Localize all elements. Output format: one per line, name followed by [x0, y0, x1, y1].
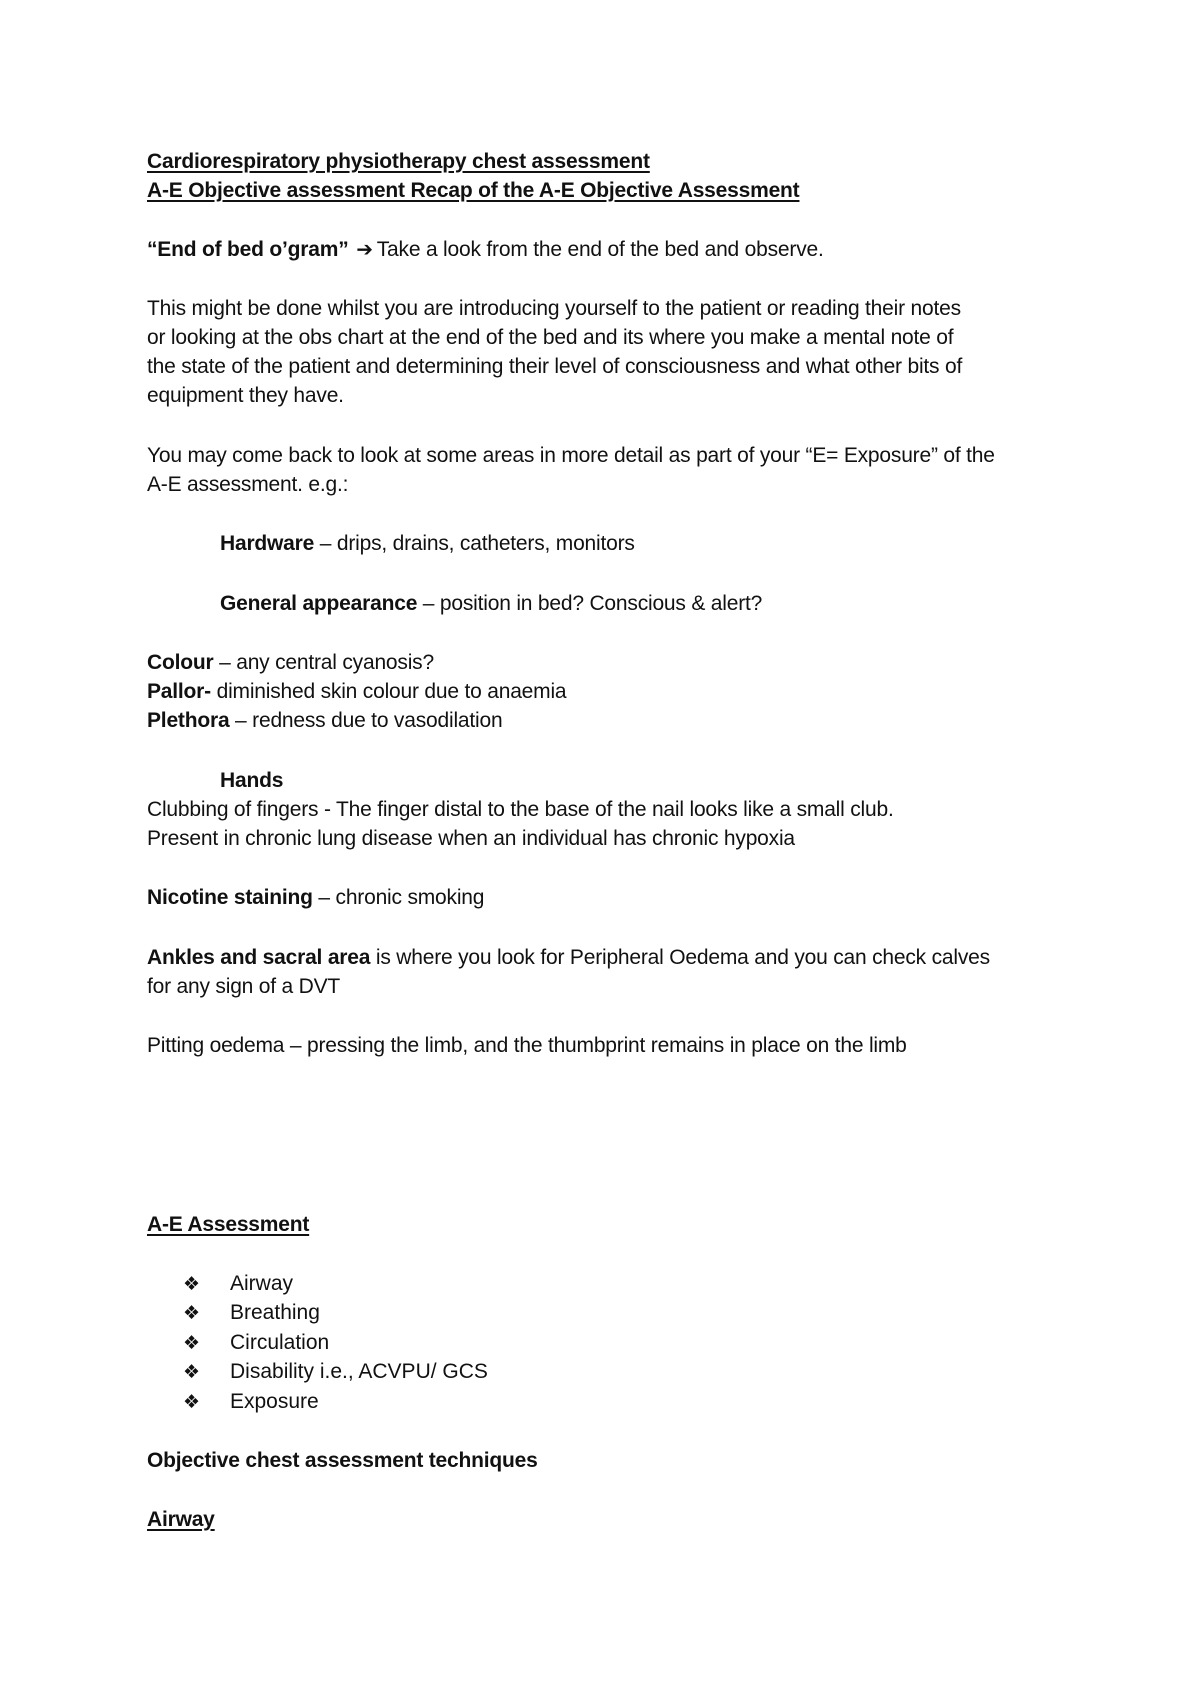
- four-diamond-bullet-icon: ❖: [183, 1361, 201, 1383]
- list-item: [183, 1387, 319, 1417]
- plethora-label: Plethora: [147, 709, 230, 732]
- nicotine-label: Nicotine staining: [147, 886, 313, 909]
- right-arrow-icon: ➔: [356, 237, 373, 261]
- list-item: [183, 1269, 293, 1299]
- ankles-label: Ankles and sacral area: [147, 946, 371, 969]
- hands-line: Present in chronic lung disease when an individual has chronic hypoxia: [147, 827, 795, 850]
- paragraph-line: the state of the patient and determining their level of consciousness and what other bits of: [147, 355, 963, 378]
- plethora-text: – redness due to vasodilation: [229, 709, 503, 732]
- pallor-label: Pallor-: [147, 680, 211, 703]
- hands-heading: Hands: [220, 769, 284, 792]
- document-title: Cardiorespiratory physiotherapy chest assessment: [147, 150, 650, 173]
- list-item: [183, 1357, 488, 1387]
- plethora-line: [147, 706, 502, 735]
- end-of-bed-label: “End of bed o’gram”: [147, 238, 349, 261]
- objective-techniques-heading: Objective chest assessment techniques: [147, 1449, 538, 1472]
- paragraph-line: You may come back to look at some areas in more detail as part of your “E= Exposure” of the: [147, 444, 995, 467]
- hands-line: Clubbing of fingers - The finger distal to the base of the nail looks like a small club.: [147, 798, 894, 821]
- four-diamond-bullet-icon: ❖: [183, 1273, 201, 1295]
- colour-label: Colour: [147, 651, 214, 674]
- list-item-label: Airway: [230, 1272, 294, 1295]
- document-subtitle: A-E Objective assessment Recap of the A-E Objective Assessment: [147, 179, 800, 202]
- paragraph-line: or looking at the obs chart at the end of the bed and its where you make a mental note of: [147, 326, 954, 349]
- end-of-bed-line: [147, 235, 824, 264]
- ankles-line-2: for any sign of a DVT: [147, 975, 341, 998]
- colour-text: – any central cyanosis?: [213, 651, 434, 674]
- pitting-oedema-line: Pitting oedema – pressing the limb, and the thumbprint remains in place on the limb: [147, 1034, 907, 1057]
- four-diamond-bullet-icon: ❖: [183, 1302, 201, 1324]
- list-item: [183, 1298, 320, 1328]
- ae-assessment-heading: A-E Assessment: [147, 1213, 310, 1236]
- general-appearance-line: [220, 589, 762, 618]
- end-of-bed-text: Take a look from the end of the bed and observe.: [376, 238, 824, 261]
- pallor-line: [147, 677, 566, 706]
- airway-heading: Airway: [147, 1508, 215, 1531]
- nicotine-text: – chronic smoking: [312, 886, 485, 909]
- hardware-label: Hardware: [220, 532, 315, 555]
- list-item-label: Circulation: [230, 1331, 330, 1354]
- four-diamond-bullet-icon: ❖: [183, 1332, 201, 1354]
- paragraph-line: A-E assessment. e.g.:: [147, 473, 349, 496]
- hardware-text: – drips, drains, catheters, monitors: [314, 532, 635, 555]
- nicotine-line: [147, 883, 484, 912]
- list-item-label: Exposure: [230, 1390, 319, 1413]
- pallor-text: diminished skin colour due to anaemia: [210, 680, 567, 703]
- list-item-label: Disability i.e., ACVPU/ GCS: [230, 1360, 488, 1383]
- paragraph-line: equipment they have.: [147, 384, 344, 407]
- hardware-line: [220, 529, 635, 558]
- four-diamond-bullet-icon: ❖: [183, 1391, 201, 1413]
- list-item-label: Breathing: [230, 1301, 320, 1324]
- colour-line: [147, 648, 434, 677]
- list-item: [183, 1328, 329, 1358]
- ankles-line: [147, 943, 990, 972]
- paragraph-line: This might be done whilst you are introducing yourself to the patient or reading their notes: [147, 297, 961, 320]
- general-appearance-label: General appearance: [220, 592, 418, 615]
- general-appearance-text: – position in bed? Conscious & alert?: [417, 592, 763, 615]
- ankles-text: is where you look for Peripheral Oedema and you can check calves: [370, 946, 990, 969]
